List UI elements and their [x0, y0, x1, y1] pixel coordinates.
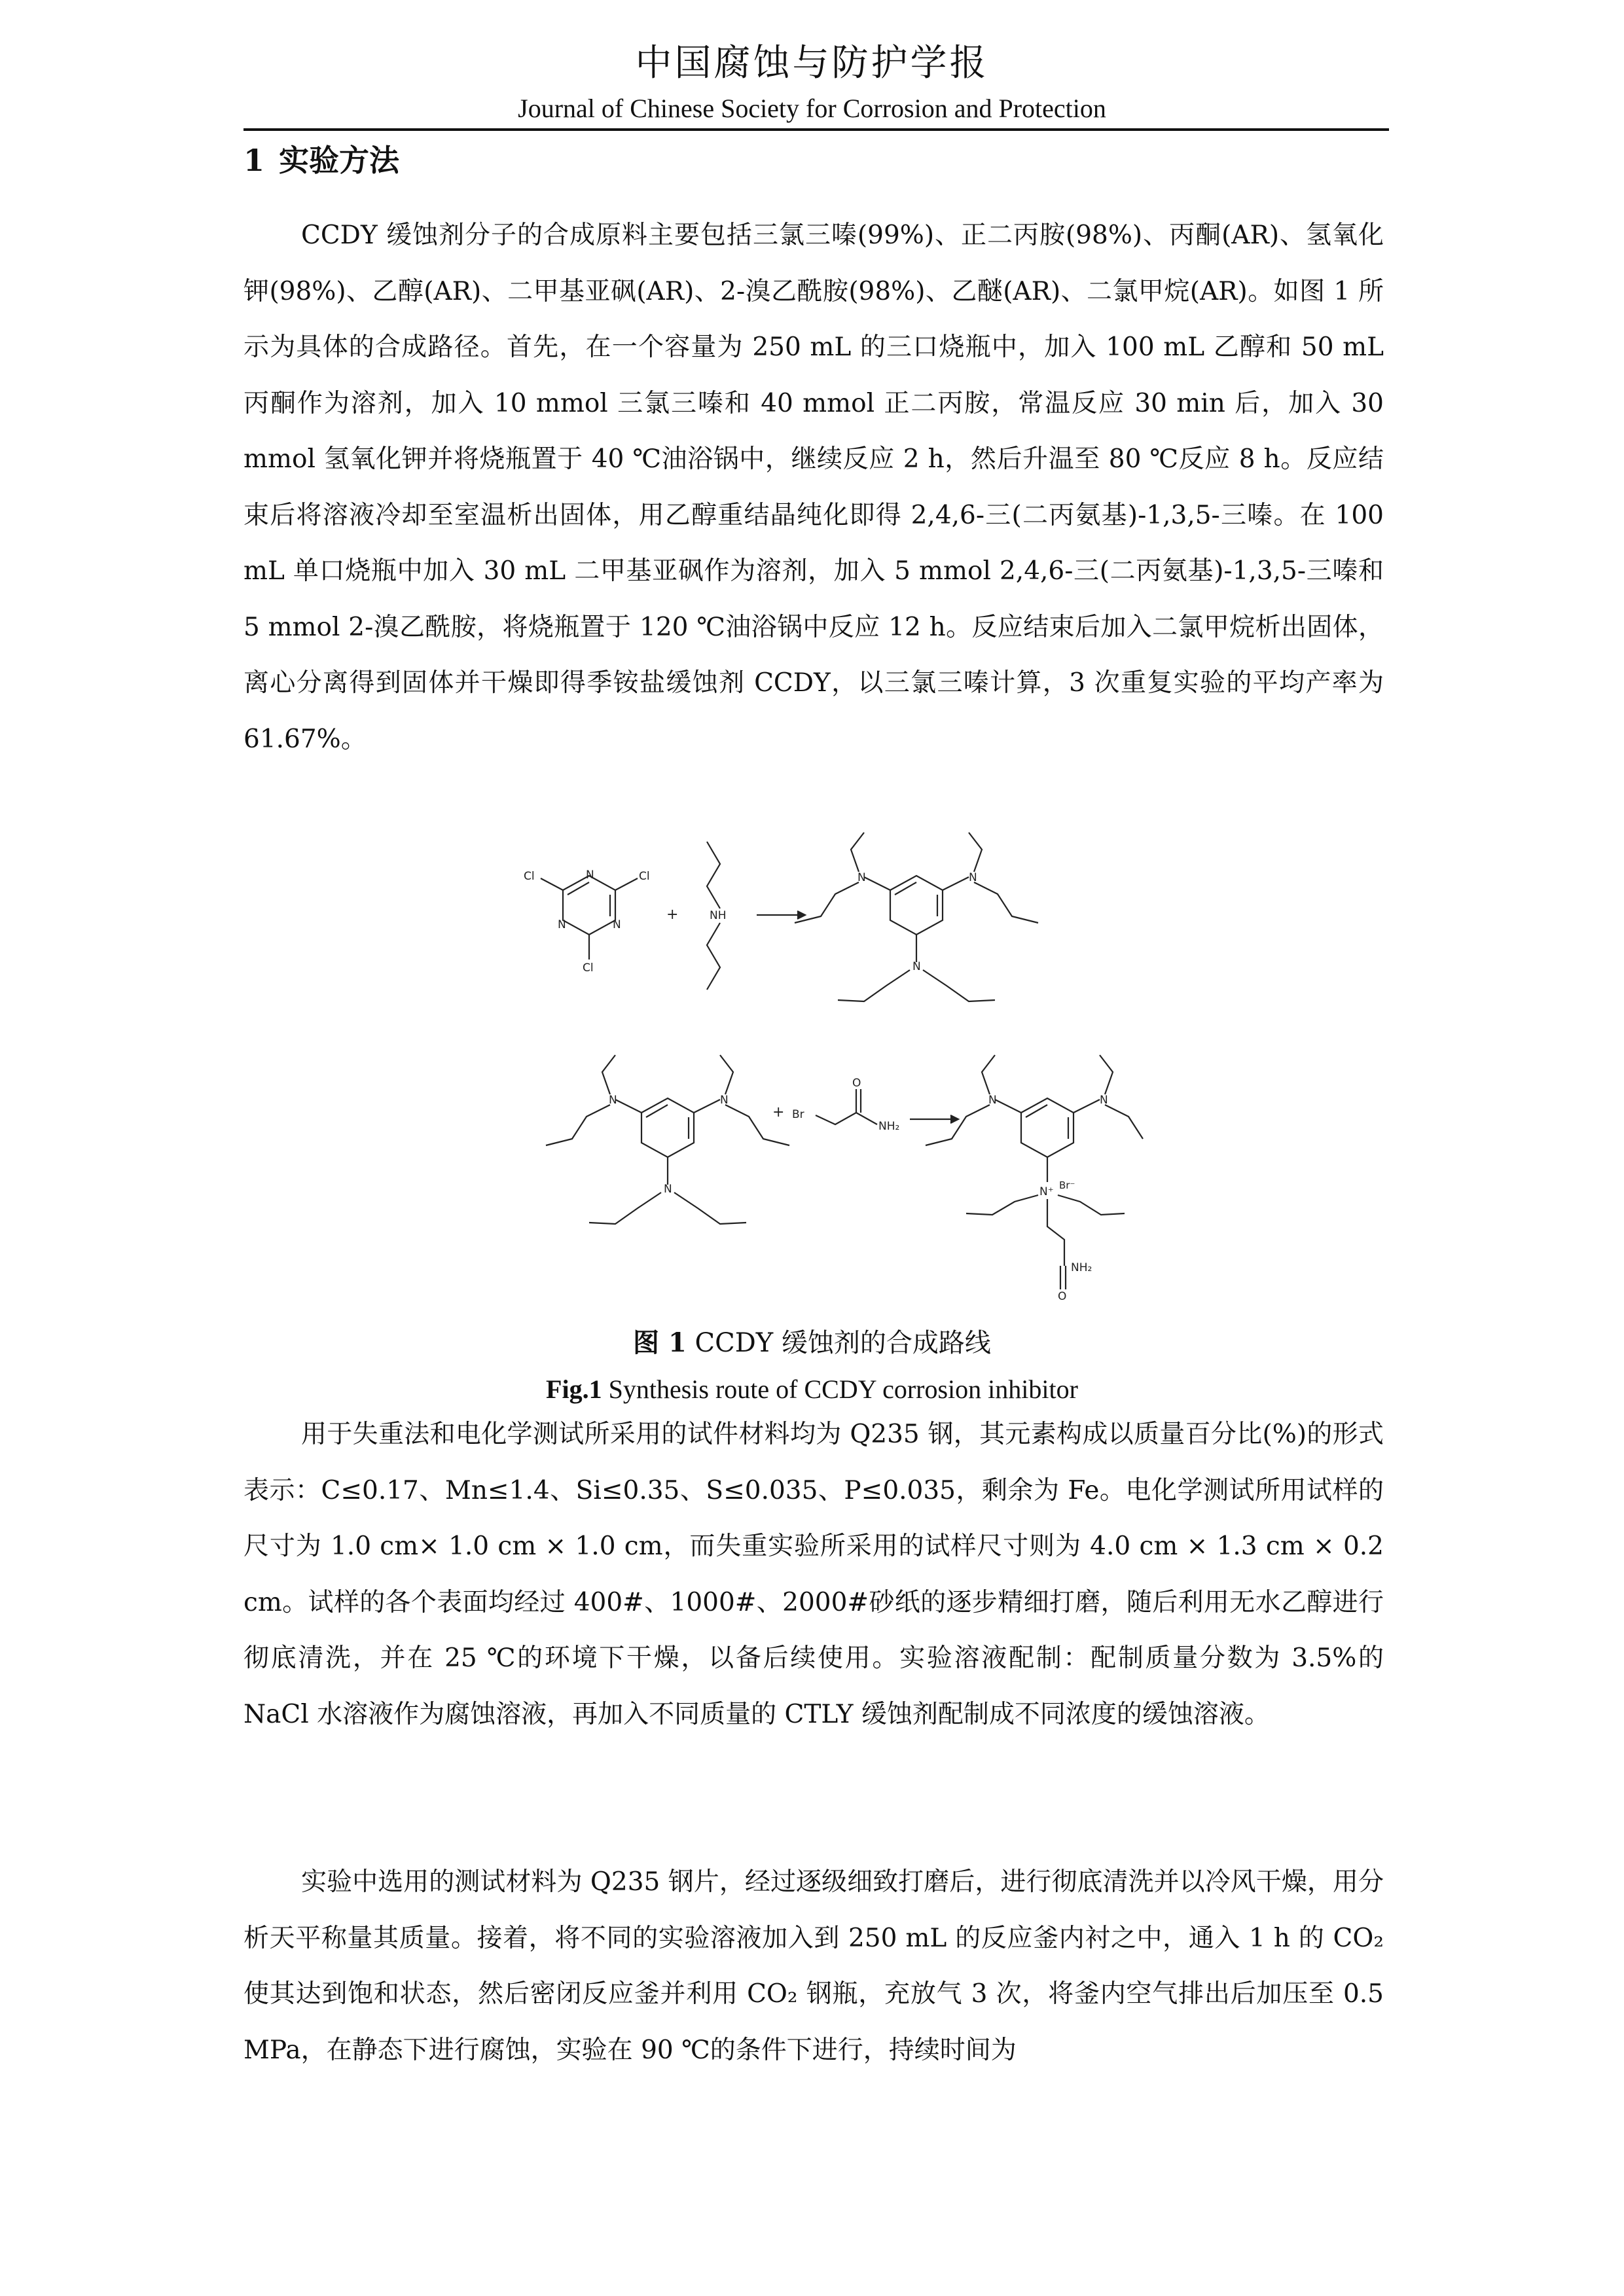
oxygen-label: O	[852, 1077, 861, 1090]
section-number: 1	[244, 143, 265, 178]
paragraph-materials: 用于失重法和电化学测试所采用的试件材料均为 Q235 钢，其元素构成以质量百分比(%)的形式表示：C≤0.17、Mn≤1.4、Si≤0.35、S≤0.035、P≤0.035，剩余为 Fe。电化学测试所用试样的尺寸为 1.0 cm× 1.0 cm × 1.0 cm，而失重实验所采用的试样尺寸则为 4.0 cm × 1.3 cm × 0.2 cm。试样的各个表面均经过 400#、1000#、2000#砂纸的逐步精细打磨，随后利用无水乙醇进行彻底清洗，并在 25 ℃的环境下干燥，以备后续使用。实验溶液配制：配制质量分数为 3.5%的 NaCl 水溶液作为腐蚀溶液，再加入不同质量的 CTLY 缓蚀剂配制成不同浓度的缓蚀溶液。	[244, 1420, 1384, 1729]
section-title: 实验方法	[279, 143, 400, 178]
figure-label-cn: 图 1	[633, 1327, 687, 1358]
quaternary-nitrogen-label: N⁺	[1039, 1185, 1054, 1198]
chlorine-label: Cl	[583, 961, 594, 975]
figure-caption-en-text: Synthesis route of CCDY corrosion inhibitor	[602, 1374, 1078, 1404]
paragraph-synthesis: CCDY 缓蚀剂分子的合成原料主要包括三氯三嗪(99%)、正二丙胺(98%)、丙酮(AR)、氢氧化钾(98%)、乙醇(AR)、二甲基亚砜(AR)、2-溴乙酰胺(98%)、乙醚(AR)、二氯甲烷(AR)。如图 1 所示为具体的合成路径。首先，在一个容量为 250 mL 的三口烧瓶中，加入 100 mL 乙醇和 50 mL 丙酮作为溶剂，加入 10 mmol 三氯三嗪和 40 mmol 正二丙胺，常温反应 30 min 后，加入 30 mmol 氢氧化钾并将烧瓶置于 40 ℃油浴锅中，继续反应 2 h，然后升温至 80 ℃反应 8 h。反应结束后将溶液冷却至室温析出固体，用乙醇重结晶纯化即得 2,4,6-三(二丙氨基)-1,3,5-三嗪。在 100 mL 单口烧瓶中加入 30 mL 二甲基亚砜作为溶剂，加入 5 mmol 2,4,6-三(二丙氨基)-1,3,5-三嗪和 5 mmol 2-溴乙酰胺，将烧瓶置于 120 ℃油浴锅中反应 12 h。反应结束后加入二氯甲烷析出固体，离心分离得到固体并干燥即得季铵盐缓蚀剂 CCDY，以三氯三嗪计算，3 次重复实验的平均产率为 61.67%。	[244, 221, 1384, 754]
amine-nh-label: NH	[710, 909, 727, 922]
nitrogen-label: N	[912, 960, 921, 973]
paragraph-weight-loss: 实验中选用的测试材料为 Q235 钢片，经过逐级细致打磨后，进行彻底清洗并以冷风干燥，用分析天平称量其质量。接着，将不同的实验溶液加入到 250 mL 的反应釜内衬之中，通入 1 h 的 CO₂ 使其达到饱和状态，然后密闭反应釜并利用 CO₂ 钢瓶，充放气 3 次，将釜内空气排出后加压至 0.5 MPa，在静态下进行腐蚀，实验在 90 ℃的条件下进行，持续时间为	[244, 1867, 1384, 2065]
oxygen-label: O	[1058, 1290, 1067, 1302]
chlorine-label: Cl	[639, 870, 650, 883]
figure-caption-en	[0, 1371, 1624, 1408]
amide-nh2-label: NH₂	[1071, 1261, 1092, 1274]
header-rule	[244, 128, 1389, 131]
journal-title-en: Journal of Chinese Society for Corrosion and Protection	[518, 94, 1106, 123]
figure-caption-cn	[0, 1325, 1624, 1361]
nitrogen-label: N	[586, 869, 594, 882]
figure-label-en: Fig.1	[546, 1374, 602, 1404]
chlorine-label: Cl	[524, 870, 535, 883]
section-heading	[244, 140, 399, 181]
reaction-scheme	[497, 831, 1152, 1302]
nitrogen-label: N	[988, 1094, 997, 1107]
bromide-label: Br⁻	[1059, 1179, 1075, 1191]
bromine-label: Br	[792, 1108, 804, 1121]
nitrogen-label: N	[613, 918, 621, 931]
figure-caption-cn-text: CCDY 缓蚀剂的合成路线	[686, 1328, 991, 1358]
nitrogen-label: N	[1100, 1094, 1108, 1107]
nitrogen-label: N	[720, 1094, 729, 1107]
nitrogen-label: N	[857, 871, 866, 884]
nitrogen-label: N	[558, 918, 566, 931]
amide-nh2-label: NH₂	[878, 1120, 900, 1133]
nitrogen-label: N	[664, 1183, 672, 1196]
plus-sign: +	[666, 906, 679, 923]
nitrogen-label: N	[969, 871, 977, 884]
journal-title-cn: 中国腐蚀与防护学报	[635, 42, 989, 84]
nitrogen-label: N	[609, 1094, 617, 1107]
synthesis-route-figure	[497, 831, 1152, 1305]
plus-sign: +	[772, 1104, 785, 1121]
